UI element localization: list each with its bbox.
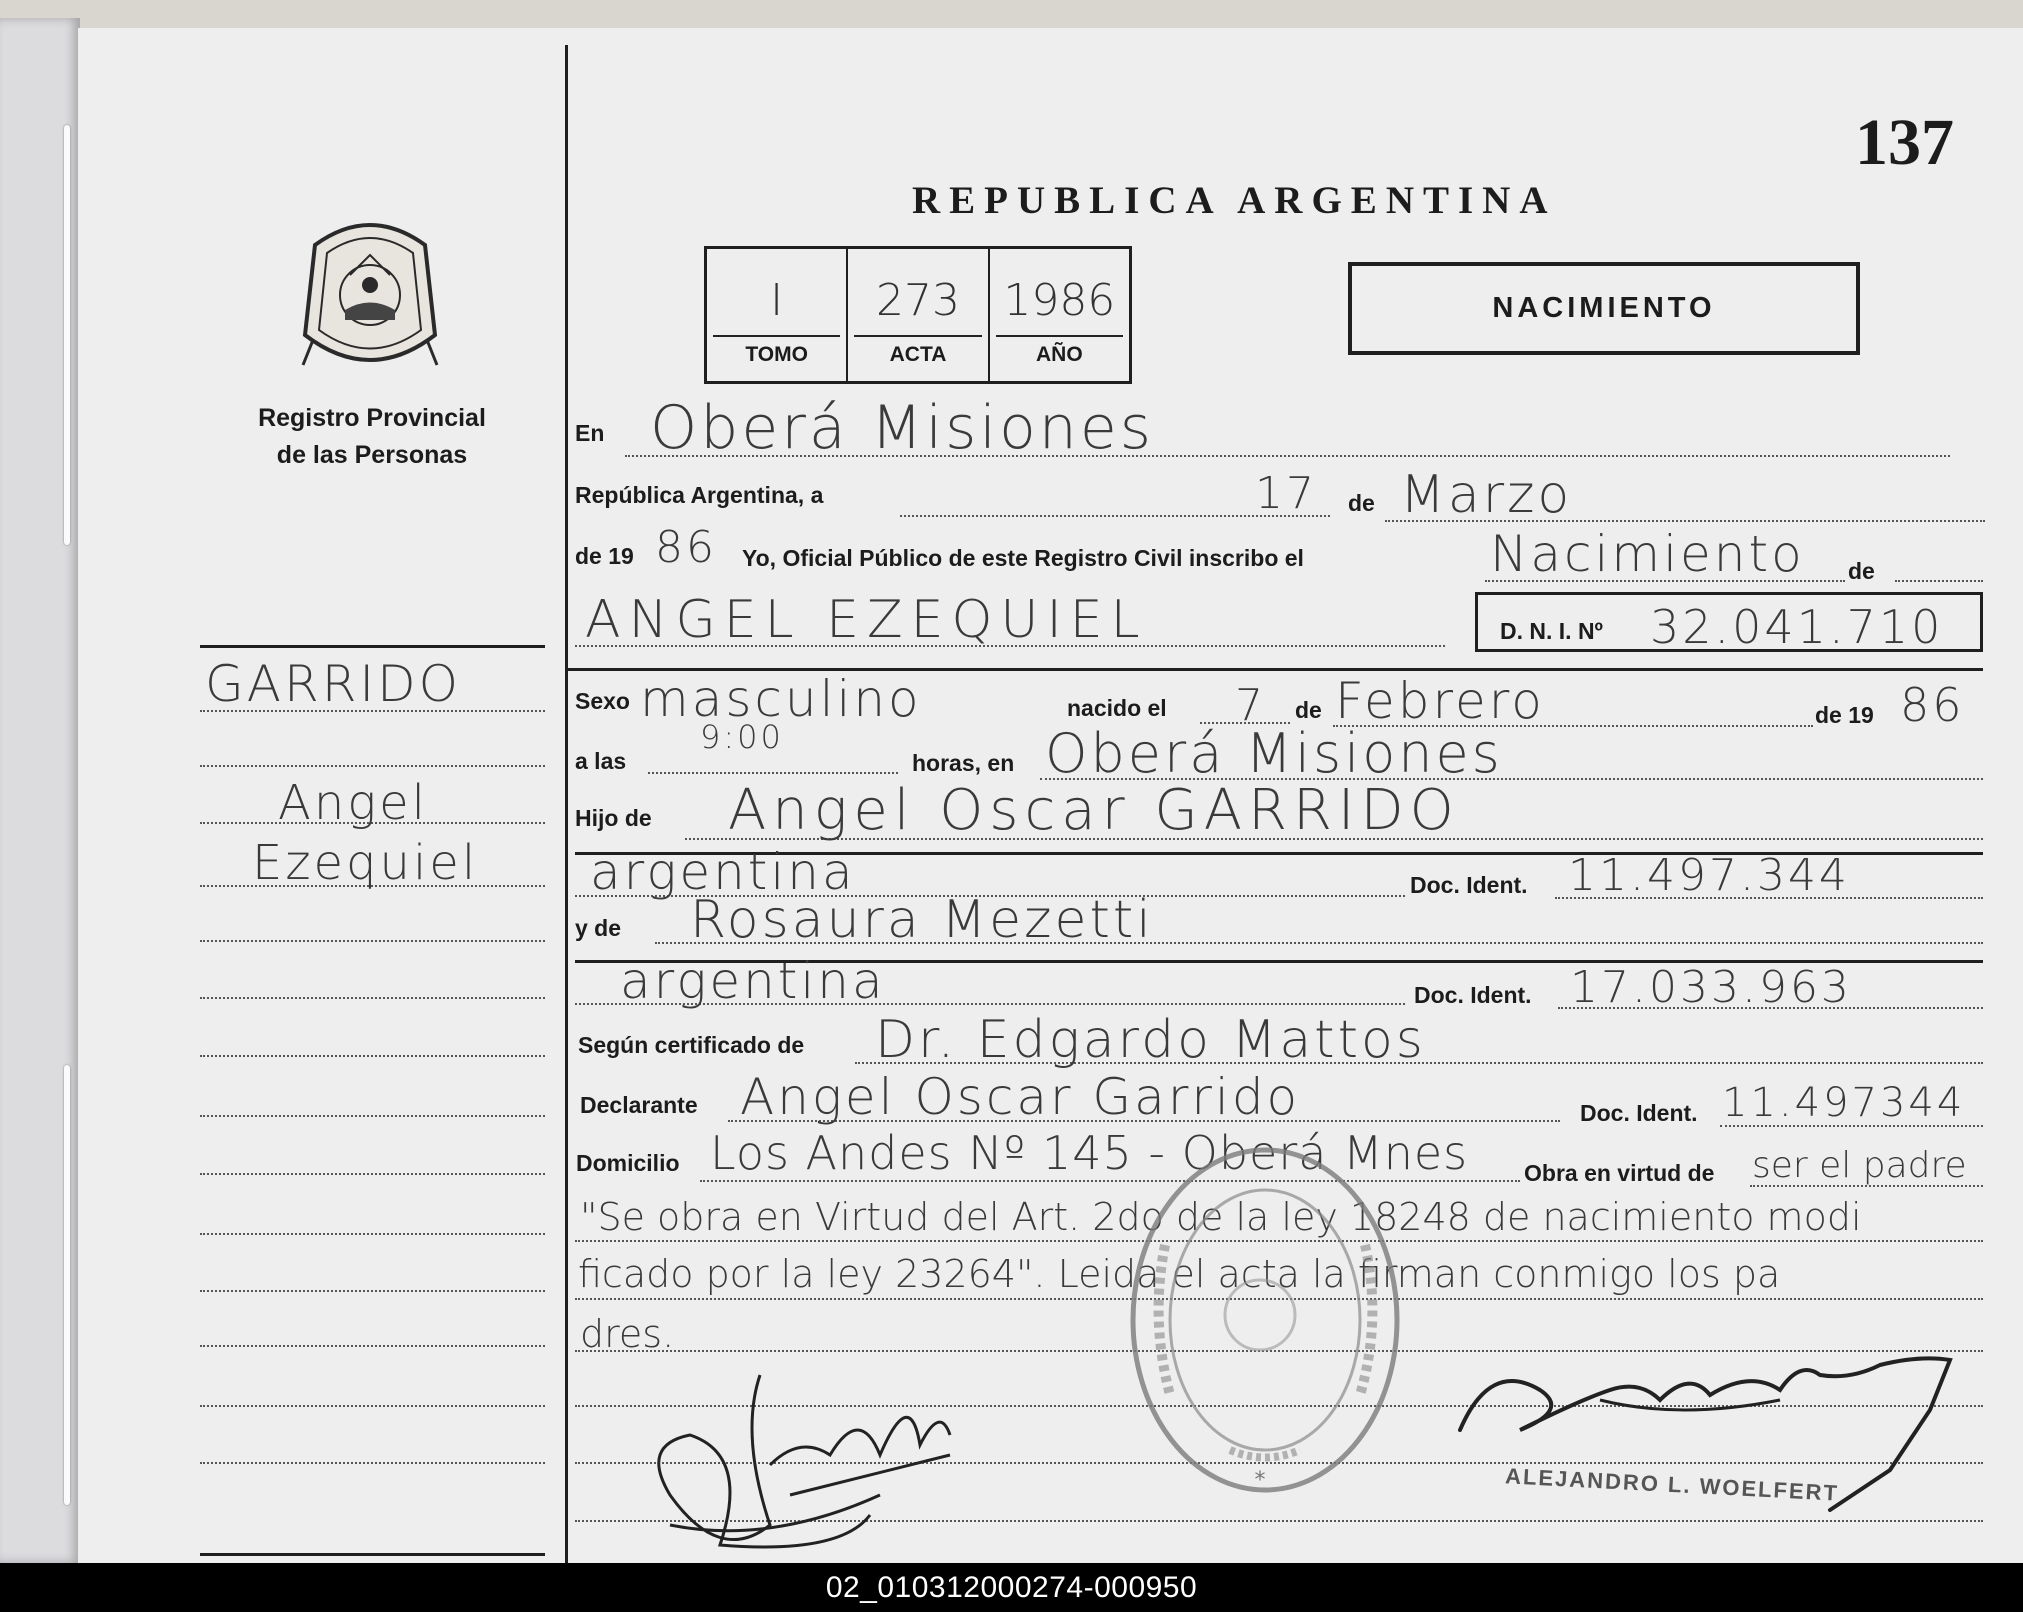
label-sexo: Sexo bbox=[575, 688, 630, 714]
entry-father: Angel Oscar GARRIDO bbox=[728, 778, 1460, 843]
entry-dni: 32.041.710 bbox=[1650, 600, 1944, 654]
label-y-de: y de bbox=[575, 915, 622, 941]
margin-line bbox=[200, 765, 545, 767]
acta-label: ACTA bbox=[889, 343, 947, 366]
image-caption: 02_010312000274-000950 bbox=[0, 1563, 2023, 1612]
declarant-signature-icon bbox=[620, 1345, 1000, 1565]
margin-line bbox=[200, 1290, 545, 1292]
binding-stitch bbox=[64, 1065, 70, 1505]
margin-line bbox=[200, 1462, 545, 1464]
province-seal-icon bbox=[295, 215, 445, 375]
svg-text:*: * bbox=[1254, 1468, 1266, 1493]
entry-note-3: dres. bbox=[580, 1312, 675, 1356]
entry-mother-nationality: argentina bbox=[620, 952, 886, 1010]
margin-line bbox=[200, 1345, 545, 1347]
margin-rule bbox=[200, 645, 545, 648]
registry-line-1: Registro Provincial bbox=[258, 404, 486, 432]
entry-mother-doc: 17.033.963 bbox=[1570, 962, 1852, 1013]
entry-father-nationality: argentina bbox=[590, 843, 856, 901]
anio-value: 1986 bbox=[1003, 275, 1116, 326]
margin-line bbox=[200, 1173, 545, 1175]
entry-sex: masculino bbox=[640, 670, 922, 728]
label-segun: Según certificado de bbox=[578, 1032, 805, 1058]
registry-line-2: de las Personas bbox=[276, 441, 468, 469]
margin-line bbox=[200, 1055, 545, 1057]
margin-rule bbox=[200, 1553, 545, 1556]
label-a-las: a las bbox=[575, 748, 627, 774]
label-doc-ident-2: Doc. Ident. bbox=[1414, 982, 1532, 1008]
tomo-cell bbox=[707, 249, 848, 381]
label-de-name: de bbox=[1848, 558, 1875, 584]
official-stamp-icon bbox=[1120, 1135, 1410, 1505]
cell-underline bbox=[854, 335, 981, 337]
entry-note-1: "Se obra en Virtud del Art. 2do de la ley 18248 de nacimiento modi bbox=[580, 1195, 1862, 1239]
label-de-birth: de bbox=[1295, 697, 1322, 723]
acta-value: 273 bbox=[876, 275, 960, 326]
entry-child-name: ANGEL EZEQUIEL bbox=[585, 590, 1148, 650]
folio-number: 137 bbox=[1855, 106, 1954, 179]
entry-mother: Rosaura Mezetti bbox=[690, 890, 1154, 950]
tomo-label: TOMO bbox=[745, 343, 808, 366]
entry-address: Los Andes Nº 145 - Oberá Mnes bbox=[710, 1126, 1469, 1180]
margin-surname: GARRIDO bbox=[205, 655, 462, 713]
label-de-19-birth: de 19 bbox=[1815, 702, 1874, 728]
entry-birth-month: Febrero bbox=[1335, 672, 1545, 730]
entry-declarant-doc: 11.497344 bbox=[1722, 1080, 1966, 1126]
entry-birth-time: 9:00 bbox=[700, 718, 784, 756]
label-domicilio: Domicilio bbox=[576, 1150, 680, 1176]
entry-day: 17 bbox=[1255, 468, 1317, 519]
entry-birth-place: Oberá Misiones bbox=[1045, 722, 1503, 785]
label-horas: horas, en bbox=[912, 750, 1015, 776]
acta-cell bbox=[848, 249, 989, 381]
tomo-value: I bbox=[770, 275, 784, 326]
margin-line bbox=[200, 1233, 545, 1235]
margin-line bbox=[200, 997, 545, 999]
label-de-19: de 19 bbox=[575, 543, 634, 569]
form-line bbox=[1895, 580, 1983, 582]
record-type-box: NACIMIENTO bbox=[1348, 262, 1860, 355]
label-oficial: Yo, Oficial Público de este Registro Civil inscribo el bbox=[742, 545, 1304, 571]
label-nacido: nacido el bbox=[1067, 695, 1167, 721]
margin-line bbox=[200, 940, 545, 942]
cell-underline bbox=[713, 335, 840, 337]
label-republica: República Argentina, a bbox=[575, 482, 824, 508]
entry-place: Oberá Misiones bbox=[650, 393, 1155, 463]
form-line bbox=[648, 772, 898, 774]
margin-line bbox=[200, 1405, 545, 1407]
register-box bbox=[704, 246, 1132, 384]
label-obra: Obra en virtud de bbox=[1524, 1160, 1715, 1186]
margin-given-name-1: Angel bbox=[278, 775, 428, 831]
cell-underline bbox=[996, 335, 1123, 337]
registry-label bbox=[222, 400, 522, 474]
entry-birth-day: 7 bbox=[1235, 680, 1266, 731]
entry-month: Marzo bbox=[1400, 465, 1573, 525]
officer-name-stamp: ALEJANDRO L. WOELFERT bbox=[1504, 1463, 1840, 1506]
margin-given-name-2: Ezequiel bbox=[252, 835, 479, 891]
entry-act: Nacimiento bbox=[1490, 525, 1805, 583]
label-dni: D. N. I. Nº bbox=[1500, 618, 1603, 644]
entry-virtue: ser el padre bbox=[1752, 1145, 1967, 1186]
column-divider bbox=[565, 45, 568, 1563]
label-doc-ident-3: Doc. Ident. bbox=[1580, 1100, 1698, 1126]
label-hijo: Hijo de bbox=[575, 805, 652, 831]
label-de-mes: de bbox=[1348, 490, 1375, 516]
label-en: En bbox=[575, 420, 605, 446]
entry-birth-year-suffix: 86 bbox=[1900, 678, 1965, 732]
entry-father-doc: 11.497.344 bbox=[1568, 850, 1850, 901]
binding-stitch bbox=[64, 125, 70, 545]
page-title: REPUBLICA ARGENTINA bbox=[912, 179, 1557, 222]
margin-line bbox=[200, 1115, 545, 1117]
entry-year-suffix: 86 bbox=[655, 522, 717, 573]
entry-certifier: Dr. Edgardo Mattos bbox=[875, 1010, 1426, 1070]
entry-note-2: ficado por la ley 23264". Leida el acta la firman conmigo los pa bbox=[578, 1252, 1781, 1296]
label-declarante: Declarante bbox=[580, 1092, 698, 1118]
entry-declarant: Angel Oscar Garrido bbox=[740, 1068, 1301, 1126]
anio-cell bbox=[990, 249, 1129, 381]
label-doc-ident-1: Doc. Ident. bbox=[1410, 872, 1528, 898]
anio-label: AÑO bbox=[1035, 343, 1083, 366]
